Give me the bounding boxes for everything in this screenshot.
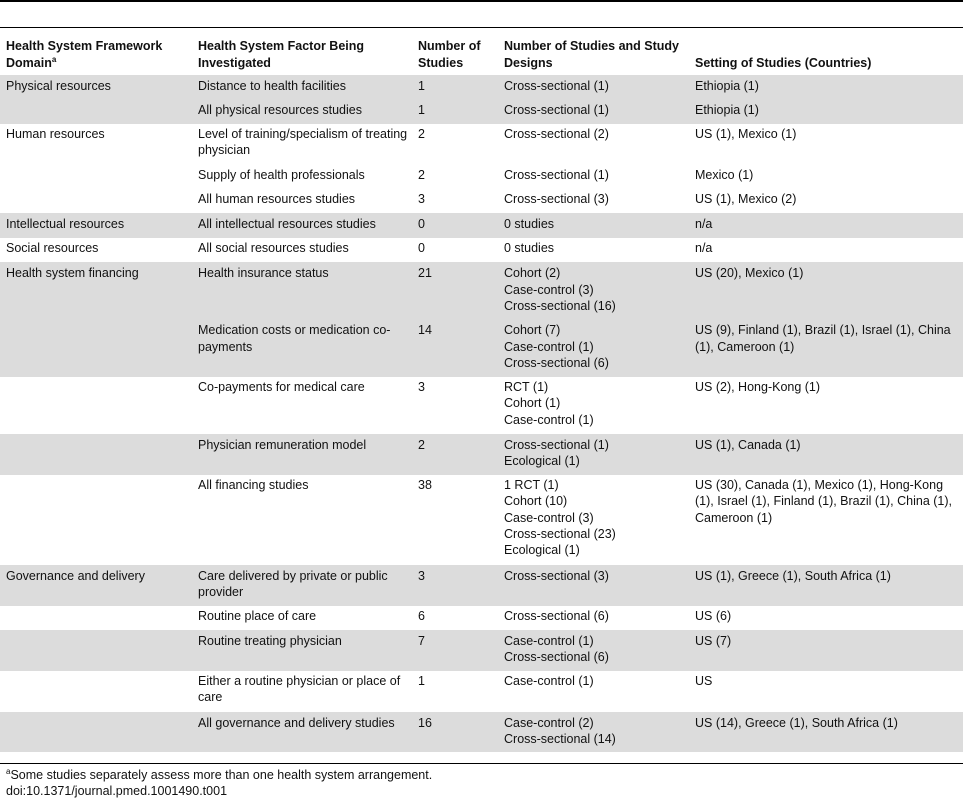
cell-domain: Governance and delivery [0, 565, 192, 606]
cell-factor: Care delivered by private or public provider [192, 565, 412, 606]
cell-setting: n/a [695, 240, 713, 255]
table-row [0, 99, 963, 123]
design-line: Case-control (3) [504, 510, 594, 525]
cell-number: 3 [418, 192, 425, 207]
cell-factor: Medication costs or medication co-payments [192, 319, 412, 376]
table-row [0, 75, 963, 99]
table-body [0, 75, 963, 752]
cell-setting: US (30), Canada (1), Mexico (1), Hong-Kong (1), Israel (1), Finland (1), Brazil (1), China (1), Cameroon (1) [695, 477, 953, 525]
table-row [0, 630, 963, 671]
header-domain: Health System Framework Domain$^a$ [6, 39, 163, 70]
design-line: Cross-sectional (6) [504, 650, 609, 665]
cell-number: 2 [418, 167, 425, 182]
table-top-rule [0, 0, 963, 2]
cell-number: 2 [418, 126, 425, 141]
cell-designs [498, 630, 689, 671]
cell-factor: All physical resources studies [192, 99, 412, 123]
design-line: 0 studies [504, 217, 555, 232]
table-row [0, 377, 963, 434]
cell-setting: US [695, 673, 713, 688]
design-line: Case-control (2) [504, 715, 594, 730]
cell-number: 6 [418, 608, 425, 623]
design-line: Cohort (1) [504, 396, 561, 411]
cell-designs [498, 262, 689, 319]
cell-domain [0, 606, 192, 630]
cell-setting: US (2), Hong-Kong (1) [695, 379, 821, 394]
cell-setting: US (1), Mexico (1) [695, 126, 797, 141]
cell-designs [498, 165, 689, 189]
design-line: Case-control (1) [504, 412, 594, 427]
cell-number: 3 [418, 379, 425, 394]
cell-number: 38 [418, 477, 432, 492]
design-line: Cross-sectional (3) [504, 192, 609, 207]
design-line: Ecological (1) [504, 454, 580, 469]
cell-factor: Level of training/specialism of treating physician [198, 126, 408, 158]
design-line: Cross-sectional (1) [504, 437, 609, 452]
cell-factor: Routine treating physician [192, 630, 412, 671]
cell-setting: Ethiopia (1) [689, 99, 963, 123]
design-line: Cohort (2) [504, 266, 561, 281]
cell-designs [498, 671, 689, 712]
cell-number: 2 [412, 434, 498, 475]
cell-number: 1 [418, 673, 425, 688]
table-bottom-rule [0, 763, 963, 764]
cell-domain: Social resources [6, 240, 99, 255]
cell-domain [0, 671, 192, 712]
design-line: 0 studies [504, 240, 555, 255]
table-row [0, 565, 963, 606]
header-factor: Health System Factor Being Investigated [198, 39, 365, 70]
design-line: Cross-sectional (16) [504, 299, 616, 314]
design-line: Cross-sectional (6) [504, 608, 609, 623]
cell-designs [498, 606, 689, 630]
cell-designs [498, 319, 689, 376]
header-setting: Setting of Studies (Countries) [695, 55, 872, 70]
cell-designs [498, 124, 689, 165]
cell-setting: US (1), Canada (1) [689, 434, 963, 475]
cell-factor: Physician remuneration model [192, 434, 412, 475]
cell-domain: Physical resources [0, 75, 192, 99]
cell-designs [498, 434, 689, 475]
cell-designs [498, 475, 689, 565]
table-header-row [0, 33, 963, 75]
table-row [0, 238, 963, 262]
cell-number: 0 [418, 240, 425, 255]
cell-setting: US (20), Mexico (1) [689, 262, 963, 319]
health-system-studies-table [0, 33, 963, 752]
cell-designs [498, 238, 689, 262]
table-row [0, 606, 963, 630]
cell-setting: US (7) [689, 630, 963, 671]
design-line: Cross-sectional (1) [504, 167, 609, 182]
cell-designs [498, 99, 689, 123]
cell-setting: US (9), Finland (1), Brazil (1), Israel (1), China (1), Cameroon (1) [689, 319, 963, 376]
cell-domain [0, 475, 192, 565]
cell-designs [498, 75, 689, 99]
cell-factor: Supply of health professionals [198, 167, 365, 182]
design-line: Cross-sectional (1) [504, 103, 609, 118]
cell-domain [0, 165, 192, 189]
cell-setting: Mexico (1) [695, 167, 754, 182]
cell-setting: US (14), Greece (1), South Africa (1) [689, 712, 963, 753]
cell-number: 1 [412, 75, 498, 99]
cell-factor: Distance to health facilities [192, 75, 412, 99]
cell-factor: Health insurance status [192, 262, 412, 319]
cell-domain: Human resources [6, 126, 105, 141]
design-line: Case-control (1) [504, 633, 594, 648]
table-footer [6, 767, 432, 799]
design-line: Cross-sectional (14) [504, 732, 616, 746]
cell-domain [0, 319, 192, 376]
table-row [0, 189, 963, 213]
table-row [0, 124, 963, 165]
design-line: RCT (1) [504, 379, 549, 394]
cell-factor: All financing studies [198, 477, 309, 492]
design-line: Cohort (10) [504, 494, 568, 509]
design-line: Ecological (1) [504, 543, 580, 558]
cell-domain: Health system financing [0, 262, 192, 319]
cell-setting: US (6) [695, 608, 732, 623]
cell-domain: Intellectual resources [0, 213, 192, 237]
cell-setting: US (1), Mexico (2) [695, 192, 797, 207]
cell-domain [0, 99, 192, 123]
footnote: $^a$Some studies separately assess more than one health system arrangement. [6, 767, 433, 782]
table-row [0, 213, 963, 237]
design-line: Cross-sectional (6) [504, 356, 609, 371]
design-line: Cross-sectional (2) [504, 126, 609, 141]
design-line: Case-control (1) [504, 673, 594, 688]
table-header-rule [0, 27, 963, 28]
table-row [0, 475, 963, 565]
design-line: Case-control (1) [504, 339, 594, 354]
cell-factor: All human resources studies [198, 192, 356, 207]
header-designs: Number of Studies and Study Designs [504, 39, 680, 70]
cell-domain [0, 712, 192, 753]
cell-domain [0, 630, 192, 671]
design-line: Cross-sectional (3) [504, 568, 609, 583]
table-row [0, 712, 963, 753]
cell-setting: US (1), Greece (1), South Africa (1) [689, 565, 963, 606]
cell-number: 3 [412, 565, 498, 606]
design-line: Cohort (7) [504, 323, 561, 338]
cell-number: 7 [412, 630, 498, 671]
table-row [0, 319, 963, 376]
design-line: 1 RCT (1) [504, 477, 559, 492]
cell-number: 21 [412, 262, 498, 319]
cell-factor: All intellectual resources studies [192, 213, 412, 237]
design-line: Cross-sectional (1) [504, 79, 609, 93]
cell-factor: All social resources studies [198, 240, 349, 255]
table-row [0, 434, 963, 475]
design-line: Case-control (3) [504, 282, 594, 297]
cell-designs [498, 377, 689, 434]
cell-factor: Either a routine physician or place of care [198, 673, 401, 705]
design-line: Cross-sectional (23) [504, 526, 616, 541]
cell-designs [498, 712, 689, 753]
table-row [0, 165, 963, 189]
cell-number: 1 [412, 99, 498, 123]
cell-setting: n/a [689, 213, 963, 237]
cell-factor: Co-payments for medical care [198, 379, 365, 394]
header-number: Number of Studies [418, 39, 481, 70]
cell-domain [0, 434, 192, 475]
cell-domain [0, 377, 192, 434]
cell-number: 16 [412, 712, 498, 753]
cell-number: 0 [412, 213, 498, 237]
cell-designs [498, 565, 689, 606]
cell-factor: Routine place of care [198, 608, 317, 623]
cell-designs [498, 213, 689, 237]
cell-setting: Ethiopia (1) [689, 75, 963, 99]
cell-number: 14 [412, 319, 498, 376]
table-row [0, 262, 963, 319]
table-row [0, 671, 963, 712]
cell-factor: All governance and delivery studies [192, 712, 412, 753]
doi-text: doi:10.1371/journal.pmed.1001490.t001 [6, 784, 228, 798]
cell-designs [498, 189, 689, 213]
cell-domain [0, 189, 192, 213]
